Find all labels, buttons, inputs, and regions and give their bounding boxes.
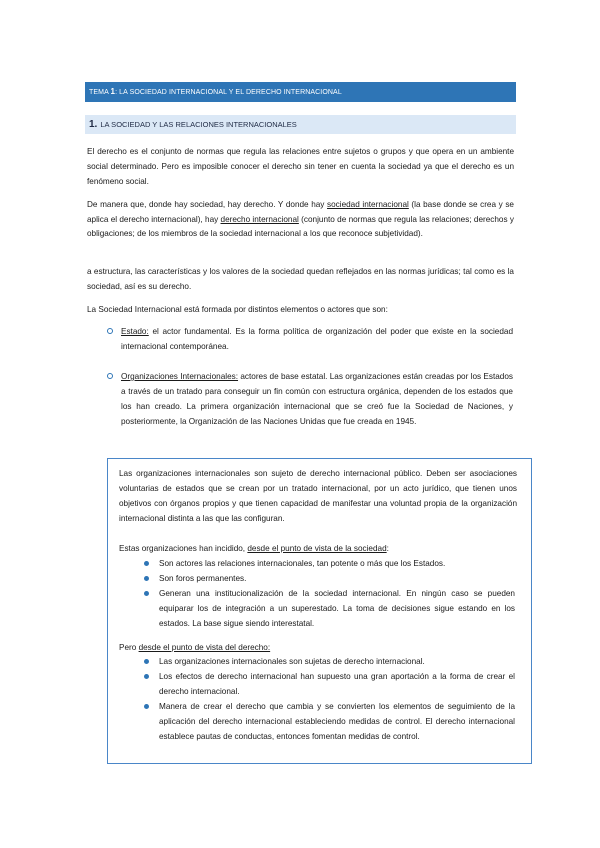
list-item-text: Las organizaciones internacionales son sujetas de derecho internacional. <box>159 657 425 666</box>
paragraph-actors-intro: La Sociedad Internacional está formada por distintos elementos o actores que son: <box>87 305 388 314</box>
topic-title: : LA SOCIEDAD INTERNACIONAL Y EL DERECHO INTERNACIONAL <box>115 89 342 96</box>
term-sociedad-internacional: sociedad internacional <box>327 200 409 209</box>
topic-number: 1 <box>110 87 116 96</box>
dot-bullet-icon <box>144 561 149 566</box>
p2-part-b: (la base donde se crea y se aplica el derecho internacional), hay <box>87 200 514 224</box>
dot-bullet-icon <box>144 659 149 664</box>
list-item-text: Son foros permanentes. <box>159 574 247 583</box>
section-number: 1. <box>89 119 98 130</box>
law-effects-list <box>159 654 515 744</box>
list-item-text: Generan una institucionalización de la sociedad internacional. En ningún caso se pueden equiparar los de integración a un superestado. La toma de decisiones sigue estando en los estados. La base sigue siendo interestatal. <box>159 589 515 628</box>
law-lead-text: Pero <box>119 643 139 652</box>
list-item-text: Manera de crear el derecho que cambia y se convierten los elementos de seguimiento de la aplicación del derecho internacional estableciendo medidas de control. El derecho internacional establece pautas de conductas, entonces fomentan medidas de control. <box>159 702 515 741</box>
law-underlined: desde el punto de vista del derecho: <box>138 643 271 652</box>
society-underlined: desde el punto de vista de la sociedad <box>247 544 387 553</box>
box-society-lead <box>119 541 517 556</box>
circle-bullet-icon <box>107 328 113 334</box>
actor-text: actores de base estatal. Las organizaciones están creadas por los Estados a través de un tratado para conseguir un fin común con estructura orgánica, dependen de los estados que los han creado. La primera organización internacional que se creó fue la Sociedad de Naciones, y posteriormente, la Organización de las Naciones Unidas que fue creada en 1945. <box>121 372 514 426</box>
box-law-lead <box>119 640 517 655</box>
list-item <box>121 324 513 354</box>
topic-prefix: TEMA <box>89 89 111 96</box>
list-item <box>159 669 515 699</box>
circle-bullet-icon <box>107 373 113 379</box>
actor-term: Organizaciones Internacionales: <box>121 372 239 381</box>
paragraph-society-law <box>87 198 514 242</box>
list-item-text: Son actores las relaciones internacionales, tan potente o más que los Estados. <box>159 559 446 568</box>
box-intro: Las organizaciones internacionales son sujeto de derecho internacional público. Deben ser asociaciones voluntarias de estados que se crean por un tratado internacional, por un acto jurídico, que tienen unos objetivos con órganos propios y que tienen capacidad de manifestar una voluntad propia de la organización internacional distinta a las que las configuran. <box>119 469 517 523</box>
paragraph-law-definition: El derecho es el conjunto de normas que regula las relaciones entre sujetos o grupos y que opera en un ambiente social determinado. Pero es imposible conocer el derecho sin tener en cuenta la sociedad ya que el derecho es un fenómeno social. <box>87 147 514 186</box>
dot-bullet-icon <box>144 674 149 679</box>
paragraph-structure: a estructura, las características y los valores de la sociedad quedan reflejados en las normas jurídicas; tal como es la sociedad, así es su derecho. <box>87 267 514 291</box>
society-end: : <box>386 544 389 553</box>
p2-part-c: (conjunto de normas que regula las relaciones; derechos y obligaciones; de los miembros de la sociedad internacional a los que reconoce subjetividad). <box>87 214 514 238</box>
section-title: LA SOCIEDAD Y LAS RELACIONES INTERNACIONALES <box>100 120 297 129</box>
actors-list-organizations <box>121 369 513 429</box>
topic-header <box>85 82 516 102</box>
list-item-text: Los efectos de derecho internacional han supuesto una gran aportación a la forma de crear el derecho internacional. <box>159 672 515 696</box>
dot-bullet-icon <box>144 576 149 581</box>
list-item <box>159 556 515 571</box>
list-item <box>159 699 515 744</box>
actor-term: Estado: <box>121 327 149 336</box>
p2-part-a: De manera que, donde hay sociedad, hay derecho. Y donde hay <box>87 200 328 209</box>
list-item <box>159 571 515 586</box>
list-item <box>159 586 515 631</box>
section-header <box>85 115 516 134</box>
list-item <box>121 369 513 429</box>
society-effects-list <box>159 556 515 631</box>
dot-bullet-icon <box>144 591 149 596</box>
society-lead-text: Estas organizaciones han incidido, <box>119 544 248 553</box>
list-item <box>159 654 515 669</box>
actors-list-state <box>121 324 513 354</box>
term-derecho-internacional: derecho internacional <box>220 214 299 224</box>
dot-bullet-icon <box>144 704 149 709</box>
actor-text: el actor fundamental. Es la forma política de organización del poder que existe en la sociedad internacional contemporánea. <box>121 327 513 351</box>
